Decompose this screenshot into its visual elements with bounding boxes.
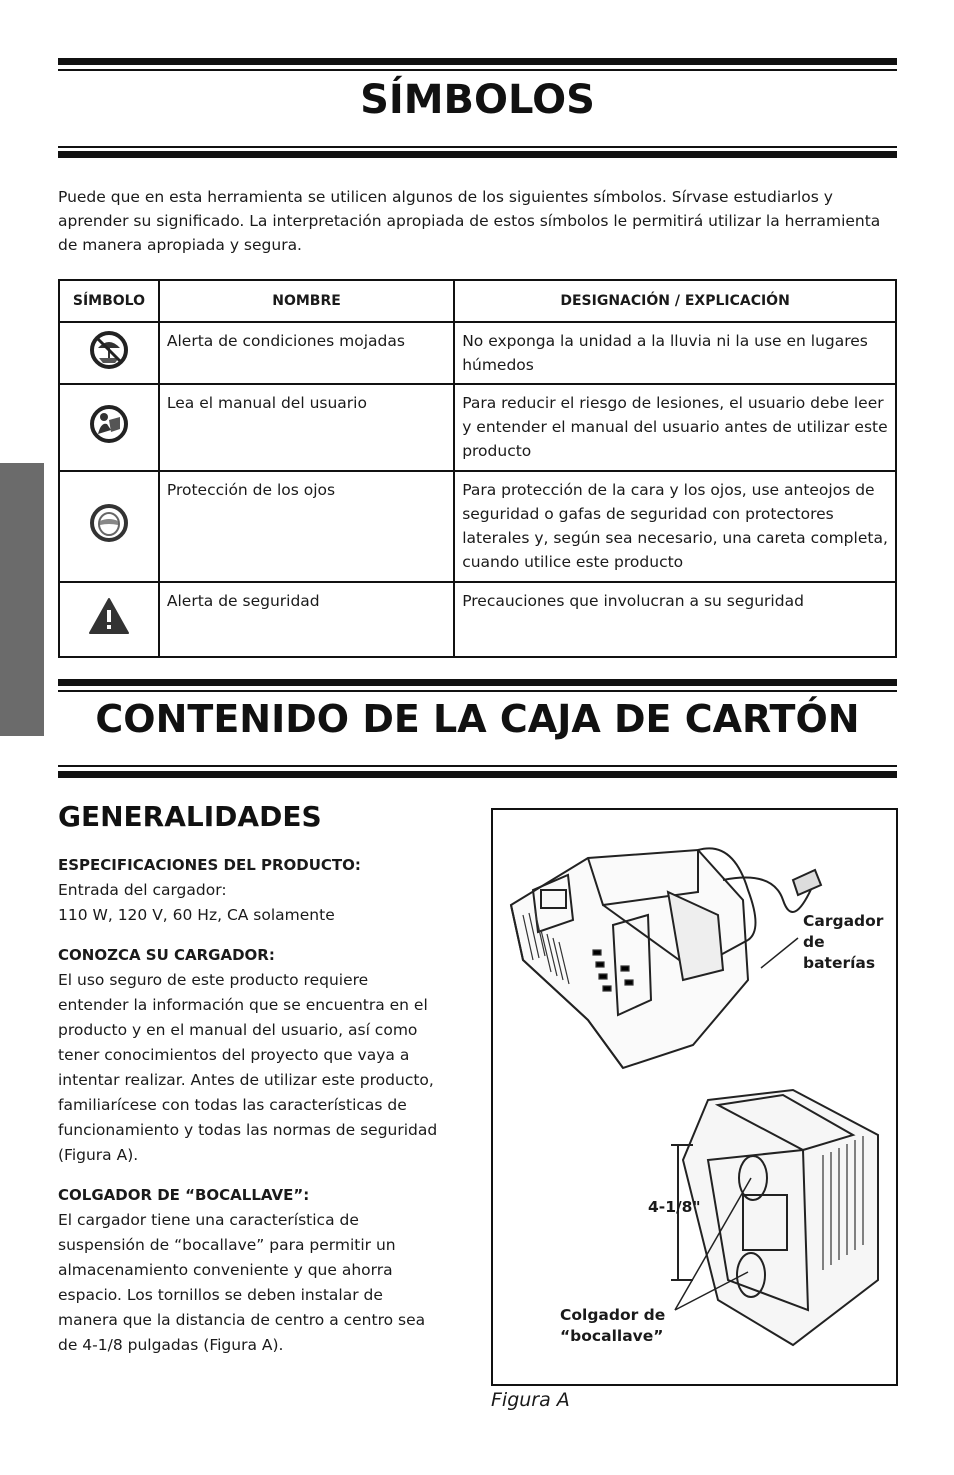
table-row	[59, 384, 896, 471]
charger-label-line: Cargador	[803, 912, 884, 930]
contenido-title: CONTENIDO DE LA CAJA DE CARTÓN	[95, 697, 860, 741]
table-header-row	[59, 280, 896, 322]
symbol-desc: No exponga la unidad a la lluvia ni la use en lugares húmedos	[454, 322, 896, 384]
hanger-label	[560, 1305, 665, 1347]
wet-conditions-icon	[89, 330, 129, 370]
symbol-name: Protección de los ojos	[159, 471, 454, 582]
top-rule-thin	[58, 69, 897, 71]
know-block	[58, 943, 443, 1168]
simbolos-rule-thick	[58, 151, 897, 158]
specs-line: 110 W, 120 V, 60 Hz, CA solamente	[58, 906, 335, 924]
symbol-cell	[59, 322, 159, 384]
symbol-desc: Para reducir el riesgo de lesiones, el usuario debe leer y entender el manual del usuario antes de utilizar este producto	[454, 384, 896, 471]
symbols-table	[58, 279, 897, 658]
dimension-label: 4-1/8"	[648, 1198, 701, 1216]
hanger-heading: COLGADOR DE “BOCALLAVE”:	[58, 1186, 310, 1204]
generalidades-title: GENERALIDADES	[58, 800, 322, 833]
hanger-label-line: Colgador de	[560, 1306, 666, 1324]
contenido-rule-thin-bottom	[58, 765, 897, 767]
symbol-name: Lea el manual del usuario	[159, 384, 454, 471]
eye-protection-icon	[89, 503, 129, 543]
top-rule	[58, 58, 897, 65]
charger-label-line: baterías	[803, 954, 876, 972]
simbolos-intro: Puede que en esta herramienta se utilicen algunos de los siguientes símbolos. Sírvase estudiarlos y aprender su significado. La interpretación apropiada de estos símbolos le permitirá utilizar la herramienta de manera apropiada y segura.	[58, 188, 881, 254]
table-row	[59, 322, 896, 384]
know-text: El uso seguro de este producto requiere entender la información que se encuentra en el producto y en el manual del usuario, así como tener conocimientos del proyecto que vaya a intentar realizar. Antes de utilizar este producto, familiarícese con todas las características de funcionamiento y todas las normas de seguridad (Figura A).	[58, 971, 438, 1164]
symbol-cell	[59, 582, 159, 657]
table-row	[59, 471, 896, 582]
charger-illustration	[493, 810, 896, 1384]
header-designation: DESIGNACIÓN / EXPLICACIÓN	[454, 280, 896, 322]
read-manual-icon	[89, 404, 129, 444]
contenido-rule-thin	[58, 690, 897, 692]
know-heading: CONOZCA SU CARGADOR:	[58, 946, 275, 964]
hanger-block	[58, 1183, 428, 1358]
symbol-name: Alerta de seguridad	[159, 582, 454, 657]
charger-label-line: de	[803, 933, 825, 951]
table-row	[59, 582, 896, 657]
section-tab	[0, 463, 44, 736]
safety-alert-icon	[88, 596, 130, 636]
specs-heading: ESPECIFICACIONES DEL PRODUCTO:	[58, 856, 361, 874]
hanger-text: El cargador tiene una característica de suspensión de “bocallave” para permitir un almacenamiento conveniente y que ahorra espacio. Los tornillos se deben instalar de manera que la distancia de centro a centro sea de 4-1/8 pulgadas (Figura A).	[58, 1211, 426, 1354]
figure-a-box	[491, 808, 898, 1386]
contenido-rule-thick-bottom	[58, 771, 897, 778]
header-symbol: SÍMBOLO	[59, 280, 159, 322]
specs-line: Entrada del cargador:	[58, 881, 227, 899]
specs-block	[58, 853, 458, 928]
figure-caption: Figura A	[491, 1389, 570, 1411]
symbol-desc: Para protección de la cara y los ojos, use anteojos de seguridad o gafas de seguridad con protectores laterales y, según sea necesario, una careta completa, cuando utilice este producto	[454, 471, 896, 582]
header-name: NOMBRE	[159, 280, 454, 322]
simbolos-rule-thin	[58, 146, 897, 148]
hanger-label-line: “bocallave”	[560, 1327, 664, 1345]
contenido-rule-thick	[58, 679, 897, 686]
symbol-desc: Precauciones que involucran a su seguridad	[454, 582, 896, 657]
symbol-cell	[59, 384, 159, 471]
charger-label	[803, 911, 883, 974]
simbolos-title: SÍMBOLOS	[360, 77, 595, 123]
symbol-cell	[59, 471, 159, 582]
symbol-name: Alerta de condiciones mojadas	[159, 322, 454, 384]
